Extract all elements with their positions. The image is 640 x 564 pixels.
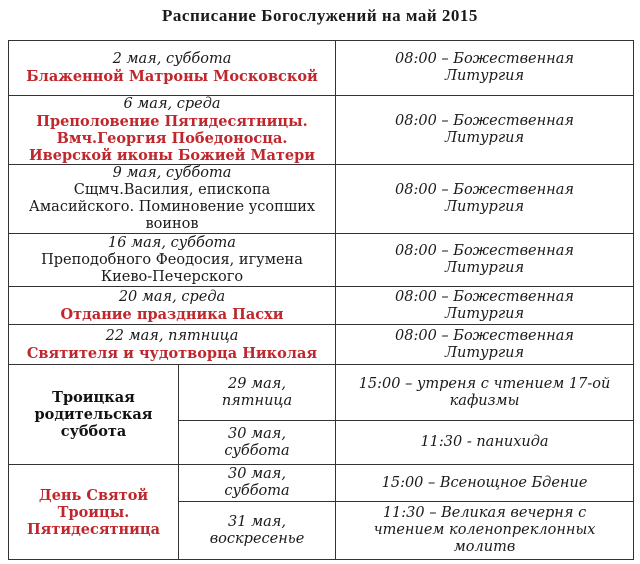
feast-line: Преполовение Пятидесятницы. [36, 113, 308, 130]
service-cell [336, 325, 634, 365]
table-row [9, 325, 634, 365]
service-cell [336, 465, 634, 502]
service-cell [336, 421, 634, 465]
service-line: Литургия [444, 68, 525, 84]
service-cell [336, 287, 634, 325]
service-line: 08:00 – Божественная [395, 51, 574, 67]
label-line: родительская [34, 406, 153, 423]
service-cell [336, 165, 634, 234]
date-line: воскресенье [209, 530, 305, 547]
service-line: 15:00 – Всенощное Бдение [381, 474, 588, 491]
label-line: Пятидесятница [26, 520, 161, 538]
table-row [9, 365, 634, 421]
commemoration-line: Сщмч.Василия, епископа [73, 182, 271, 198]
table-row [9, 96, 634, 165]
service-cell [336, 41, 634, 96]
service-line: 11:30 – Великая вечерня с [382, 505, 587, 521]
service-line: чтением коленопреклонных [373, 522, 596, 538]
service-cell [336, 365, 634, 421]
service-line: 08:00 – Божественная [395, 113, 574, 129]
service-line: кафизмы [449, 392, 520, 409]
date-line: 31 мая, [228, 513, 286, 530]
service-line: 08:00 – Божественная [395, 288, 574, 305]
day-cell [9, 234, 336, 287]
date-label: 2 мая, суббота [112, 51, 232, 67]
commemoration-line: воинов [145, 216, 199, 232]
date-cell [179, 502, 336, 560]
date-label: 20 мая, среда [118, 288, 226, 305]
commemoration-line: Киево-Печерского [100, 268, 244, 285]
trinity-saturday-label [9, 365, 179, 465]
date-line: пятница [221, 392, 293, 409]
service-line: 08:00 – Божественная [395, 327, 574, 344]
service-cell [336, 96, 634, 165]
feast-line: Отдание праздника Пасхи [60, 305, 284, 323]
day-cell [9, 325, 336, 365]
service-line: 08:00 – Божественная [395, 243, 574, 259]
date-label: 6 мая, среда [123, 96, 221, 112]
service-line: Литургия [444, 305, 525, 322]
service-line: 08:00 – Божественная [395, 182, 574, 198]
day-cell [9, 165, 336, 234]
trinity-day-label [9, 465, 179, 560]
date-cell [179, 465, 336, 502]
table-row [9, 234, 634, 287]
date-label: 22 мая, пятница [105, 327, 239, 344]
date-line: суббота [224, 442, 290, 459]
feast-line: Вмч.Георгия Победоносца. [56, 130, 288, 147]
service-line: Литургия [444, 344, 525, 361]
service-line: Литургия [444, 130, 525, 146]
service-line: 15:00 – утреня с чтением 17-ой [358, 375, 611, 392]
date-line: суббота [224, 483, 290, 499]
service-line: Литургия [444, 260, 525, 276]
table-row [9, 165, 634, 234]
date-cell [179, 421, 336, 465]
feast-line: Блаженной Матроны Московской [26, 68, 318, 85]
service-line: 11:30 - панихида [420, 434, 549, 450]
label-line: Троицкая [52, 389, 135, 406]
day-cell [9, 287, 336, 325]
table-row [9, 41, 634, 96]
day-cell [9, 41, 336, 96]
feast-line: Иверской иконы Божией Матери [28, 147, 316, 164]
schedule-table [8, 40, 634, 560]
date-line: 29 мая, [228, 375, 286, 392]
feast-line: Святителя и чудотворца Николая [26, 344, 318, 362]
date-line: 30 мая, [228, 425, 286, 442]
day-cell [9, 96, 336, 165]
label-line: Троицы. [57, 503, 130, 521]
date-line: 30 мая, [228, 466, 286, 482]
table-row [9, 465, 634, 502]
label-line: суббота [60, 423, 127, 440]
date-cell [179, 365, 336, 421]
service-line: Литургия [444, 199, 525, 215]
date-label: 16 мая, суббота [108, 234, 236, 251]
date-label: 9 мая, суббота [112, 165, 232, 181]
commemoration-line: Преподобного Феодосия, игумена [41, 251, 303, 268]
service-cell [336, 234, 634, 287]
page-title: Расписание Богослужений на май 2015 [162, 6, 478, 25]
service-cell [336, 502, 634, 560]
label-line: День Святой [38, 486, 149, 504]
table-row [9, 287, 634, 325]
service-line: молитв [453, 539, 516, 555]
commemoration-line: Амасийского. Поминовение усопших [28, 199, 316, 215]
